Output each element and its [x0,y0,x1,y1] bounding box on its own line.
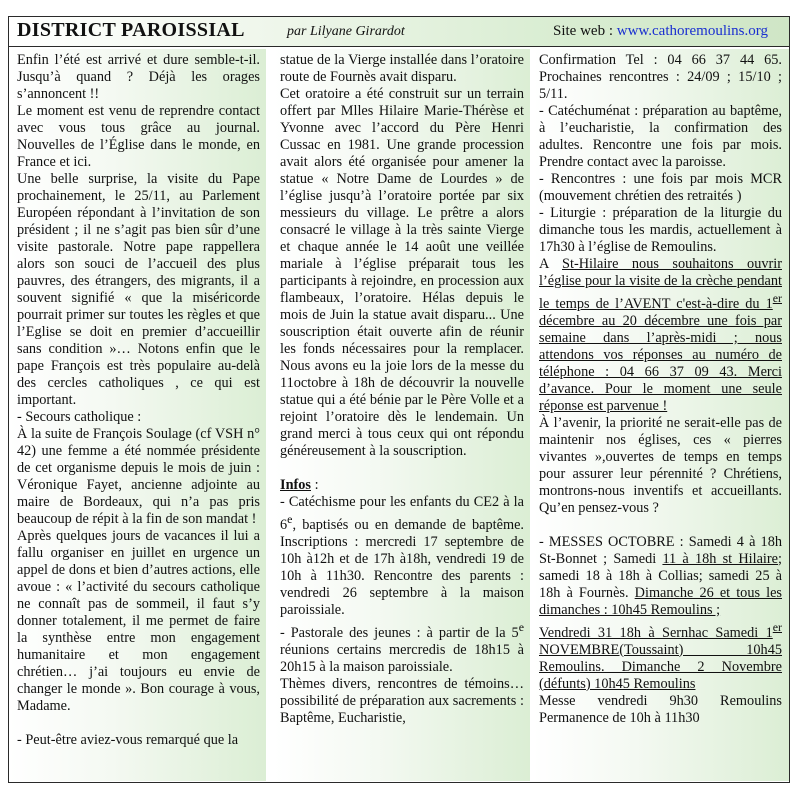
paragraph: Enfin l’été est arrivé et dure semble-t-il. Jusqu’à quand ? Déjà les orages s’annoncent !! [17,52,260,102]
paragraph: statue de la Vierge installée dans l’oratoire route de Fournès avait disparu. [280,52,524,85]
paragraph: Messe vendredi 9h30 Remoulins Permanence de 10h à 11h30 [539,692,782,726]
paragraph [280,494,524,619]
superscript: er [772,619,782,634]
paragraph: Cet oratoire a été construit sur un terrain offert par Mlles Hilaire Marie-Thérèse et Yvonne avec l’accord du Père Henri Cussac en 1981. Une grande procession avait alors été organisée pour amener la statue « Notre Dame de Lourdes » de l’église jusqu’à l’oratoire portée par six messieurs du village. Le prêtre a alors consacré le village à la très sainte Vierge et chaque année le 14 août une veillée mariale à l’église préparait tous les participants à rejoindre, en procession aux flambeaux, l’oratoire. Hélas depuis le mois de Juin la statue avait disparu... Une souscription était ouverte afin de réunir les fonds nécessaires pour la remplacer. Nous avons eu la joie lors de la messe du 11octobre à 18h de découvrir la nouvelle statue qui a été bénie par le Père Volle et a rejoint l’oratoire dès le lendemain. Un grand merci à tous ceux qui ont répondu généreusement à la souscription. [280,86,524,459]
paragraph: Confirmation Tel : 04 66 37 44 65. Prochaines rencontres : 24/09 ; 15/10 ; 5/11. [539,52,782,102]
paragraph: - Rencontres : une fois par mois MCR (mouvement chrétien des retraités ) [539,171,782,204]
column-2 [274,49,530,781]
website-line [553,23,768,40]
infos-heading [280,477,524,494]
underlined-text: Vendredi 31 18h à Sernhac Samedi 1 [539,624,773,641]
text-run: , baptisés ou en demande de baptême. Inscriptions : mercredi 17 septembre de 10h à12h et de 17h à18h, vendredi 19 de 10h à 11h30. Rencontre des parents : vendredi 26 septembre à la maison paroissiale. [280,516,524,618]
website-link[interactable]: www.cathoremoulins.org [616,23,768,39]
text-run: - MESSES OCTOBRE : Samedi 4 à 18h St-Bonnet ; Samedi [539,533,782,567]
infos-colon: : [311,477,319,493]
paragraph [280,619,524,676]
underlined-text: décembre au 20 décembre une fois par semaine dans l’après-midi ; nous attendons vos réponses au numéro de téléphone : 04 66 37 09 43. Merci d’avance. Pour le moment une seule réponse est parvenue ! [539,312,782,414]
paragraph: Le moment est venu de reprendre contact avec vous tous grâce au journal. Nouvelles de l’Église dans le monde, en France et ici. [17,103,260,170]
article-frame [8,16,790,783]
superscript: e [287,512,293,526]
text-run: réunions certains mercredis de 18h15 à 20h15 à la maison paroissiale. [280,641,524,675]
paragraph: Thèmes divers, rencontres de témoins… possibilité de préparation aux sacrements : Baptême, Eucharistie, [280,675,524,726]
paragraph: - Secours catholique : [17,409,142,425]
underlined-text: St-Hilaire nous souhaitons ouvrir l’église pour la visite de la crèche pendant le temps de l’AVENT c'est-à-dire du 1 [539,256,782,312]
paragraph [539,619,782,693]
spacer [539,517,782,534]
paragraph: À la suite de François Soulage (cf VSH n° 42) une femme a été nommée présidente de cet organisme depuis le mois de juin : Véronique Fayet, ancienne adjointe au maire de Bordeaux, qui n’a pas pris beaucoup de répit à la fin de son mandat ! [17,426,260,527]
spacer [280,460,524,477]
paragraph: - Liturgie : préparation de la liturgie du dimanche tous les mardis, actuellement à 17h30 à l’église de Remoulins. [539,205,782,255]
column-3 [533,49,789,781]
article-header [9,17,789,47]
author-byline: par Lilyane Girardot [287,24,405,39]
paragraph: - Peut-être aviez-vous remarqué que la [17,732,239,748]
text-run: - Pastorale des jeunes : à partir de la 5 [280,624,519,641]
underlined-text: 11 à 18h st Hilaire [662,550,779,567]
superscript: e [518,619,524,634]
paragraph [539,256,782,415]
text-run: A [539,256,563,272]
superscript: er [772,291,782,305]
paragraph: Une belle surprise, la visite du Pape prochainement, le 25/11, au Parlement Européen répondant à l’invitation de son président ; il ne s’agit pas bien sûr d’une visite pastorale. Notre pape rappellera alors son souci de l’accueil des plus pauvres, des étrangers, des migrants, il a souvent signifié « que la miséricorde pourrait primer sur toutes les règles et que l’Eglise se doit en premier d’accueillir sans condition »… Notons enfin que le pape François est très populaire au-delà des cercles catholiques , ce qui est important. [17,171,260,408]
underlined-text: Dimanche 26 et tous les dimanches : 10h45 Remoulins ; [539,584,782,618]
website-label: Site web : [553,23,617,39]
infos-label: Infos [280,477,311,493]
section-title: DISTRICT PAROISSIAL [17,19,245,41]
underlined-text: NOVEMBRE(Toussaint) 10h45 Remoulins. Dimanche 2 Novembre (défunts) 10h45 Remoulins [539,641,782,692]
text-run: ; samedi 18 à 18h à Collias; samedi 25 à 18h à Fournès. [539,550,782,601]
column-1 [9,49,266,781]
paragraph [539,534,782,619]
paragraph: Après quelques jours de vacances il lui a fallu organiser en juillet en urgence un appel de dons et bien d’autres actions, elle avoue : « l’activité du secours catholique ne connaît pas de sommeil, il faut s’y donner totalement, il me permet de faire la synthèse entre mon engagement humanitaire et mon engagement chrétien… j’ai toujours eu envie de changer le monde ». Bon courage à vous, Madame. [17,528,260,714]
text-run: - Catéchisme pour les enfants du CE2 à la 6 [280,494,524,533]
paragraph: - Catéchuménat : préparation au baptême, à l’eucharistie, la confirmation des adultes. Rencontre une fois par mois. Prendre contact avec la paroisse. [539,103,782,170]
paragraph: À l’avenir, la priorité ne serait-elle pas de maintenir nos églises, ces « pierres vivantes »,ouvertes de temps en temps pour assurer leur pérennité ? Chrétiens, montrons-nous inventifs et accueillants. Qu’en pensez-vous ? [539,414,782,516]
spacer [17,715,260,732]
